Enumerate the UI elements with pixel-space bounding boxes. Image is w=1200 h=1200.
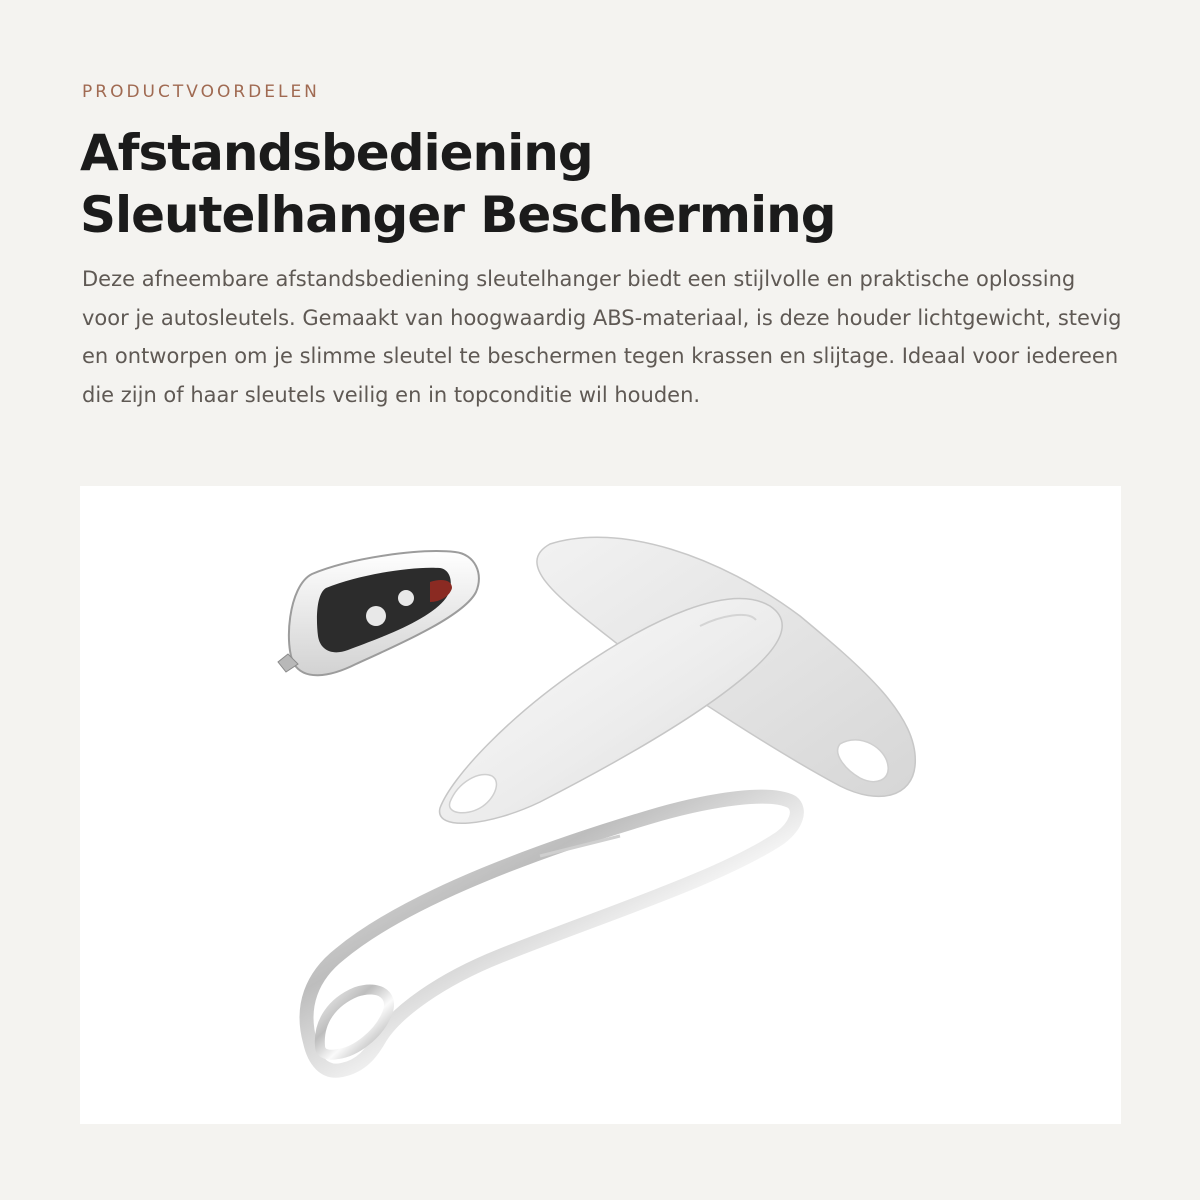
title-line-2: Sleutelhanger Bescherming (80, 186, 836, 244)
product-illustration (80, 486, 1121, 1124)
title-line-1: Afstandsbediening (80, 124, 593, 182)
product-image (80, 486, 1121, 1124)
page-title (80, 122, 1120, 246)
car-key-fob (278, 551, 479, 675)
section-eyebrow: PRODUCTVOORDELEN (82, 82, 320, 102)
product-description: Deze afneembare afstandsbediening sleutelhanger biedt een stijlvolle en praktische oplossing voor je autosleutels. Gemaakt van hoogwaardig ABS-materiaal, is deze houder lichtgewicht, stevig en ontworpen om je slimme sleutel te beschermen tegen krassen en slijtage. Ideaal voor iedereen die zijn of haar sleutels veilig en in topconditie wil houden. (82, 267, 1122, 407)
chrome-frame (307, 797, 797, 1071)
